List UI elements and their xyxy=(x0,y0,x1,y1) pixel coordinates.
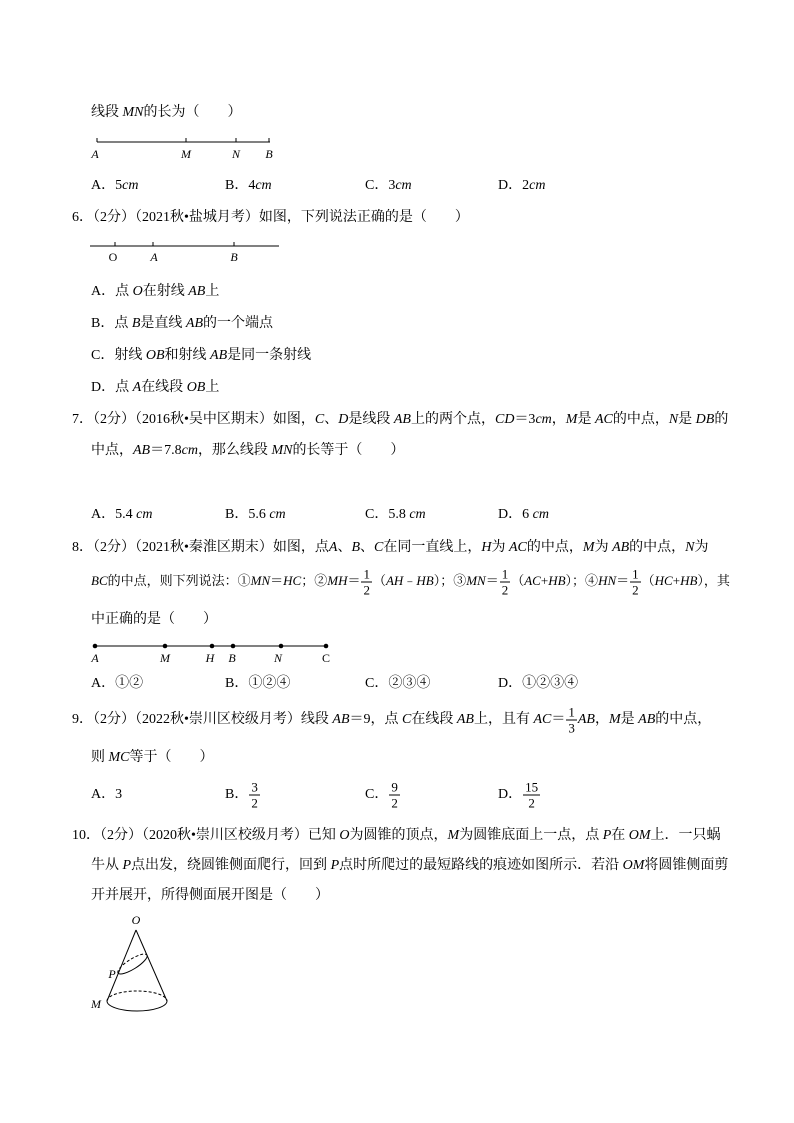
question-10-stem-line-2 xyxy=(91,857,728,875)
math-variable: H xyxy=(481,540,492,555)
point-label-a: A xyxy=(91,147,99,161)
math-variable: M xyxy=(565,412,578,427)
text-run: 、 xyxy=(360,540,375,555)
math-variable: AB xyxy=(638,712,656,728)
option-a xyxy=(91,506,152,524)
point-label-m: M xyxy=(160,651,170,665)
math-variable: AB xyxy=(210,348,228,363)
point-dot xyxy=(210,644,215,649)
option-c xyxy=(365,506,426,524)
option-c xyxy=(365,177,412,195)
apex-label-o: O xyxy=(131,913,141,927)
math-variable: A xyxy=(328,540,338,555)
option-a xyxy=(91,177,138,195)
text-run: （ xyxy=(511,572,525,588)
text-run: ＝9，点 xyxy=(349,712,403,728)
text-run: C．5.8 xyxy=(365,507,410,522)
point-label-b: B xyxy=(265,147,273,161)
point-label-n: N xyxy=(273,651,283,665)
text-run: D．6 xyxy=(498,507,533,522)
text-run: 点时所爬过的最短路线的痕迹如图所示．若沿 xyxy=(339,858,623,873)
text-run: 在线段 xyxy=(141,380,187,395)
math-variable: O xyxy=(132,284,143,299)
segment-figure xyxy=(85,130,285,162)
fraction-denominator: 3 xyxy=(568,720,575,736)
text-run: ＝ xyxy=(347,572,361,588)
text-run: ；② xyxy=(301,572,328,588)
text-run: + xyxy=(540,572,549,588)
fraction-numerator: 1 xyxy=(363,566,370,582)
text-run: 的 xyxy=(714,412,729,427)
math-variable: AC xyxy=(509,540,527,555)
text-run: 中正确的是（ ） xyxy=(91,612,217,627)
math-variable: C xyxy=(374,540,384,555)
text-run: 为圆锥底面上一点，点 xyxy=(459,828,603,843)
cone-left-edge xyxy=(107,930,136,1001)
math-variable: HB xyxy=(416,572,434,588)
cone-figure xyxy=(85,908,185,1013)
ray-figure xyxy=(85,234,285,266)
text-run: ）；④ xyxy=(565,572,599,588)
math-variable: HB xyxy=(548,572,566,588)
text-run: 10．（2分）（2020秋•崇川区校级月考）已知 xyxy=(72,828,340,843)
math-variable: cm xyxy=(136,507,153,522)
math-variable: AB xyxy=(188,284,206,299)
text-run: 上的两个点， xyxy=(410,412,495,427)
math-variable: M xyxy=(582,540,595,555)
math-variable: AB xyxy=(612,540,630,555)
math-variable: C xyxy=(402,712,412,728)
point-label-a: A xyxy=(150,250,158,264)
option-b xyxy=(225,675,290,693)
option-b xyxy=(225,177,272,195)
text-run: C．②③④ xyxy=(365,676,431,691)
math-variable: C xyxy=(314,412,325,427)
text-run: 6．（2分）（2021秋•盐城月考）如图，下列说法正确的是（ ） xyxy=(72,210,469,225)
text-run: 的中点， xyxy=(526,540,583,555)
point-label-b: B xyxy=(228,651,236,665)
text-run: B．5.6 xyxy=(225,507,270,522)
math-variable: cm xyxy=(255,178,272,193)
text-run: 是 xyxy=(577,412,595,427)
point-label-n: N xyxy=(231,147,241,161)
text-run: D． xyxy=(498,787,523,803)
text-run: 则 xyxy=(91,750,109,765)
text-run: 开并展开，所得侧面展开图是（ ） xyxy=(91,888,329,903)
text-run: 是 xyxy=(620,712,639,728)
text-run: 在同一直线上， xyxy=(383,540,482,555)
text-run: D．①②③④ xyxy=(498,676,579,691)
text-run: C．3 xyxy=(365,178,396,193)
text-run: （ xyxy=(372,572,386,588)
math-variable: MN xyxy=(271,443,293,458)
text-run: B．①②④ xyxy=(225,676,291,691)
fraction-numerator: 1 xyxy=(632,566,639,582)
text-run: A．5 xyxy=(91,178,123,193)
option-a xyxy=(91,283,219,301)
option-b xyxy=(225,780,261,811)
math-variable: AB xyxy=(185,316,204,331)
text-run: 上 xyxy=(205,380,220,395)
point-label-a: A xyxy=(91,651,99,665)
math-variable: M xyxy=(608,712,621,728)
math-variable: OB xyxy=(145,348,165,363)
text-run: ， xyxy=(551,412,566,427)
fraction xyxy=(361,567,372,598)
text-run: 为圆锥的顶点， xyxy=(349,828,448,843)
text-run: 、 xyxy=(337,540,352,555)
text-run: 为 xyxy=(594,540,613,555)
question-5-stem xyxy=(91,104,242,122)
question-8-stem-line-2 xyxy=(91,567,730,598)
fraction-denominator: 2 xyxy=(632,582,639,598)
fraction xyxy=(500,567,511,598)
option-d xyxy=(498,506,549,524)
math-variable: P xyxy=(122,858,132,873)
point-dot xyxy=(93,644,98,649)
math-variable: cm xyxy=(122,178,139,193)
point-dot xyxy=(279,644,284,649)
text-run: 牛从 xyxy=(91,858,123,873)
math-variable: N xyxy=(668,412,679,427)
option-d xyxy=(498,675,578,693)
math-variable: AB xyxy=(577,712,595,728)
text-run: A．点 xyxy=(91,284,133,299)
option-c xyxy=(91,347,311,365)
fraction-denominator: 2 xyxy=(501,582,509,598)
math-variable: cm xyxy=(395,178,412,193)
text-run: ＝ xyxy=(616,572,630,588)
fraction-denominator: 2 xyxy=(363,582,370,598)
text-run: 为 xyxy=(694,540,709,555)
text-run: 在 xyxy=(611,828,629,843)
question-10-stem-line-3 xyxy=(91,887,329,905)
point-label-m: M xyxy=(91,997,101,1011)
option-a xyxy=(91,786,122,804)
fraction-numerator: 1 xyxy=(568,704,575,720)
text-run: 中点， xyxy=(91,443,133,458)
text-run: 线段 xyxy=(91,105,123,120)
question-9-stem-line-1 xyxy=(72,705,711,736)
math-variable: CD xyxy=(494,412,515,427)
text-run: ＝ xyxy=(485,572,499,588)
math-variable: AC xyxy=(533,712,552,728)
text-run: 的中点， xyxy=(655,712,712,728)
text-run: ＝7.8 xyxy=(150,443,182,458)
math-variable: cm xyxy=(532,507,549,522)
math-variable: N xyxy=(685,540,695,555)
text-run: 在线段 xyxy=(411,712,457,728)
point-label-o: O xyxy=(108,250,118,264)
text-run: ＝3 xyxy=(514,412,536,427)
text-run: 8．（2分）（2021秋•秦淮区期末）如图，点 xyxy=(72,540,329,555)
question-10-stem-line-1 xyxy=(72,827,721,845)
fraction xyxy=(523,780,540,811)
text-run: A．5.4 xyxy=(91,507,137,522)
math-variable: MN xyxy=(466,572,486,588)
text-run: ， xyxy=(594,712,609,728)
fraction-denominator: 2 xyxy=(391,795,398,811)
question-7-stem-line-2 xyxy=(91,442,404,460)
text-run: 的中点， xyxy=(612,412,669,427)
text-run: B． xyxy=(225,787,249,803)
question-7-stem-line-1 xyxy=(72,411,728,429)
option-d xyxy=(498,177,545,195)
text-run: 上，且有 xyxy=(473,712,534,728)
text-run: D．2 xyxy=(498,178,530,193)
question-6-stem xyxy=(72,209,469,227)
math-variable: A xyxy=(132,380,142,395)
option-d xyxy=(498,780,541,811)
text-run: 的长为（ ） xyxy=(143,105,242,120)
cone-right-edge xyxy=(136,930,167,1001)
text-run: 上．一只蜗 xyxy=(650,828,721,843)
text-run: 9．（2分）（2022秋•崇川区校级月考）线段 xyxy=(72,712,333,728)
text-run: 上 xyxy=(205,284,220,299)
math-variable: M xyxy=(447,828,460,843)
math-variable: MH xyxy=(327,572,348,588)
text-run: 为 xyxy=(491,540,509,555)
fraction-numerator: 1 xyxy=(501,566,509,582)
question-8-stem-line-3 xyxy=(91,611,217,629)
point-dot xyxy=(163,644,168,649)
point-label-m: M xyxy=(181,147,191,161)
fraction-denominator: 2 xyxy=(251,795,258,811)
fraction-numerator: 9 xyxy=(391,779,398,795)
text-run: 的长等于（ ） xyxy=(292,443,405,458)
math-variable: P xyxy=(330,858,340,873)
snail-path-front xyxy=(118,955,149,977)
point-dot xyxy=(231,644,236,649)
math-variable: AB xyxy=(133,443,151,458)
fraction xyxy=(630,567,641,598)
option-c xyxy=(365,780,401,811)
math-variable: DB xyxy=(695,412,715,427)
fraction-denominator: 2 xyxy=(528,795,535,811)
math-variable: cm xyxy=(181,443,198,458)
math-variable: OM xyxy=(622,858,645,873)
math-variable: HN xyxy=(598,572,617,588)
text-run: 在射线 xyxy=(142,284,189,299)
fraction-numerator: 3 xyxy=(251,779,258,795)
text-run: ）；③ xyxy=(433,572,467,588)
math-variable: cm xyxy=(269,507,286,522)
question-9-stem-line-2 xyxy=(91,749,214,767)
text-run: 是 xyxy=(678,412,696,427)
cone-base-back xyxy=(107,991,167,1001)
text-run: ﹣ xyxy=(403,572,417,588)
text-run: 点出发，绕圆锥侧面爬行，回到 xyxy=(131,858,331,873)
math-variable: B xyxy=(131,316,141,331)
math-variable: cm xyxy=(535,412,552,427)
text-run: ），其 xyxy=(697,572,730,588)
math-variable: AB xyxy=(332,712,350,728)
question-8-stem-line-1 xyxy=(72,539,709,557)
point-label-h: H xyxy=(205,651,215,665)
text-run: ，那么线段 xyxy=(197,443,272,458)
math-variable: AH xyxy=(385,572,404,588)
fraction xyxy=(249,780,260,811)
point-label-p: P xyxy=(108,967,116,981)
math-variable: HC xyxy=(283,572,302,588)
point-dot xyxy=(324,644,329,649)
math-variable: P xyxy=(602,828,612,843)
text-run: 7．（2分）（2016秋•吴中区期末）如图， xyxy=(72,412,315,427)
text-run: 是同一条射线 xyxy=(227,348,312,363)
text-run: A．3 xyxy=(91,787,123,802)
option-b xyxy=(91,315,273,333)
text-run: 、 xyxy=(324,412,339,427)
fraction xyxy=(389,780,400,811)
points-on-line-figure xyxy=(85,634,335,666)
math-variable: cm xyxy=(529,178,546,193)
math-variable: HB xyxy=(680,572,698,588)
fraction-numerator: 15 xyxy=(525,779,539,795)
text-run: C．射线 xyxy=(91,348,146,363)
math-variable: O xyxy=(339,828,350,843)
fraction xyxy=(566,705,577,736)
text-run: ＝ xyxy=(270,572,284,588)
math-variable: D xyxy=(338,412,349,427)
text-run: C． xyxy=(365,787,389,803)
text-run: 是直线 xyxy=(140,316,186,331)
math-variable: BC xyxy=(91,572,108,588)
point-label-c: C xyxy=(321,651,331,665)
text-run: 是线段 xyxy=(348,412,394,427)
math-variable: AB xyxy=(393,412,411,427)
text-run: 的中点，则下列说法：① xyxy=(107,572,251,588)
math-variable: MC xyxy=(108,750,130,765)
math-variable: MN xyxy=(122,105,144,120)
math-variable: AC xyxy=(524,572,541,588)
option-d xyxy=(91,379,219,397)
text-run: 的中点， xyxy=(629,540,686,555)
math-variable: HC xyxy=(654,572,673,588)
math-variable: OM xyxy=(628,828,651,843)
text-run: 的一个端点 xyxy=(203,316,274,331)
math-variable: cm xyxy=(409,507,426,522)
text-run: （ xyxy=(641,572,655,588)
math-variable: MN xyxy=(250,572,271,588)
text-run: 等于（ ） xyxy=(129,750,214,765)
cone-base-front xyxy=(107,1001,167,1011)
math-variable: OB xyxy=(186,380,206,395)
text-run: 将圆锥侧面剪 xyxy=(644,858,729,873)
text-run: A．①② xyxy=(91,676,144,691)
math-variable: AB xyxy=(456,712,474,728)
text-run: D．点 xyxy=(91,380,133,395)
point-label-b: B xyxy=(230,250,238,264)
text-run: 和射线 xyxy=(164,348,211,363)
option-a xyxy=(91,675,143,693)
option-b xyxy=(225,506,286,524)
text-run: ＝ xyxy=(551,712,566,728)
option-c xyxy=(365,675,430,693)
text-run: B．点 xyxy=(91,316,132,331)
text-run: B．4 xyxy=(225,178,256,193)
math-variable: AC xyxy=(594,412,613,427)
math-variable: B xyxy=(351,540,361,555)
text-run: + xyxy=(672,572,681,588)
